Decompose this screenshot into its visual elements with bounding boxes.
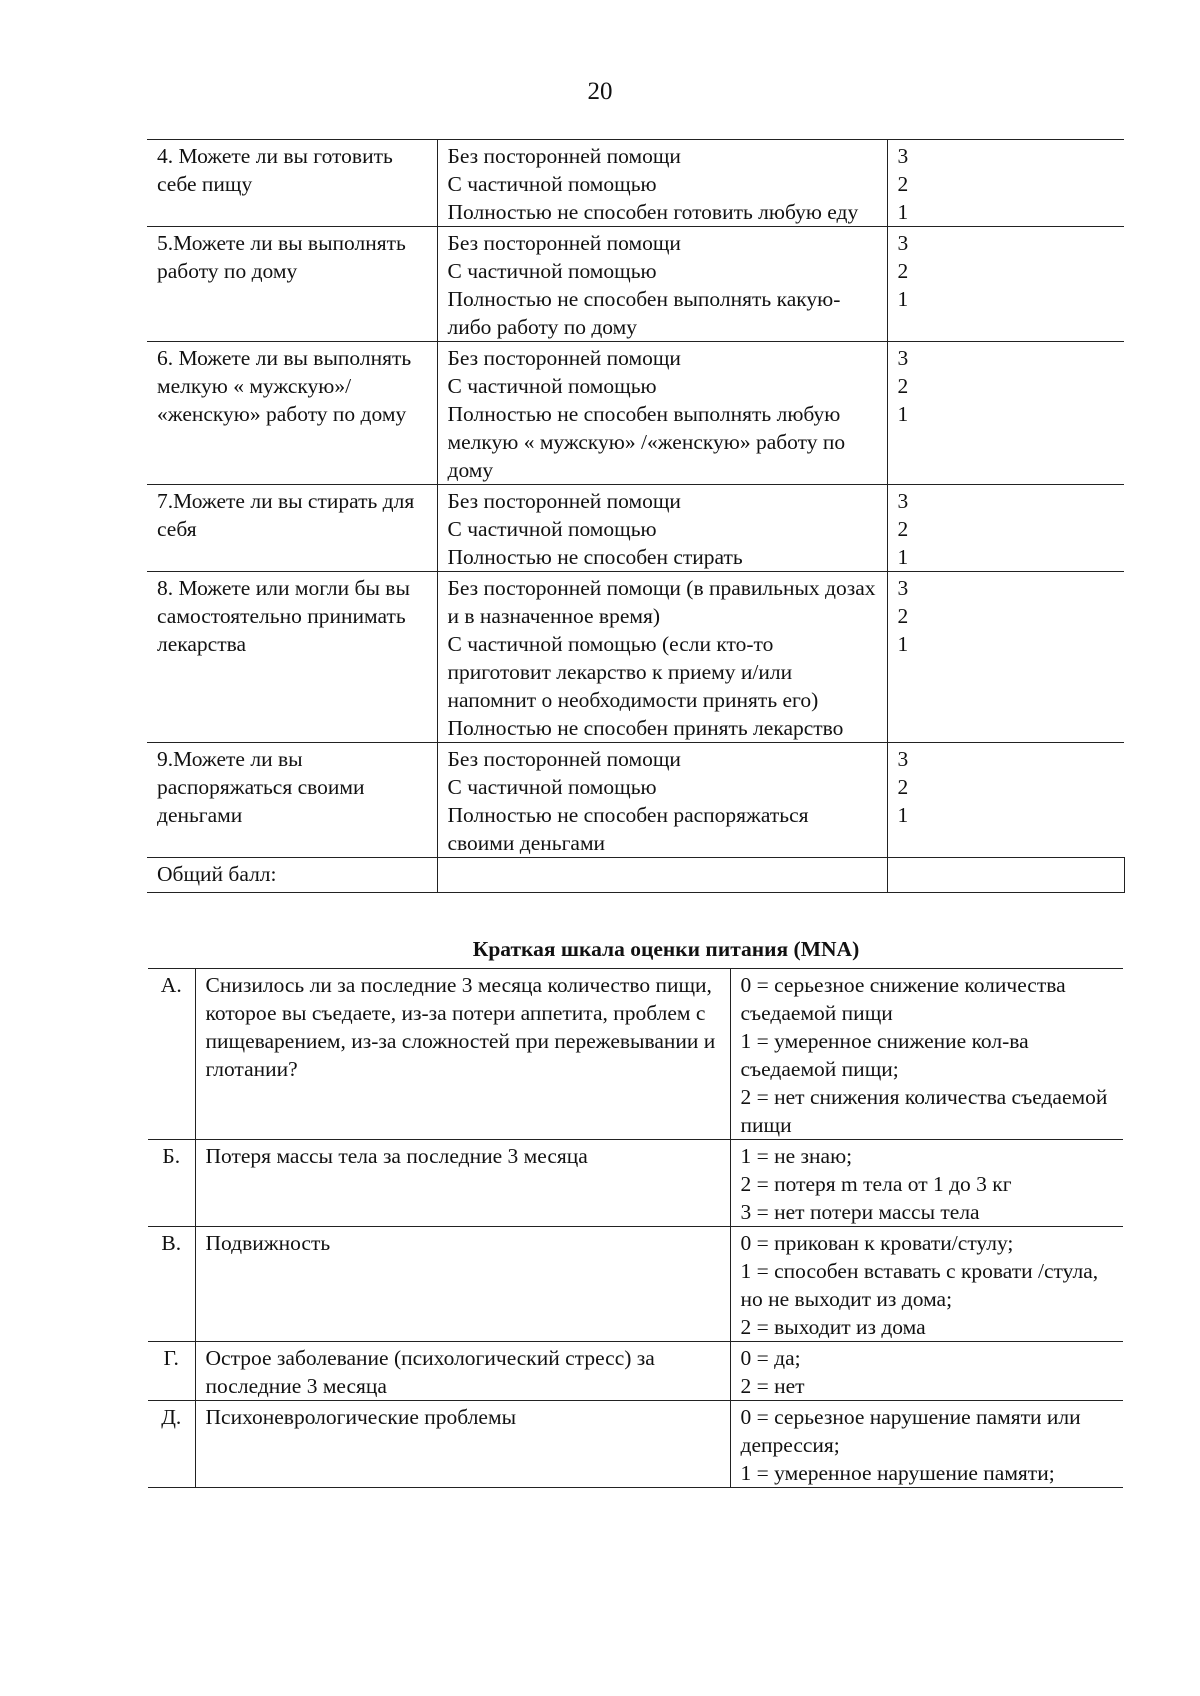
adl-row <box>147 572 1124 743</box>
adl-options <box>437 743 887 858</box>
adl-option: Полностью не способен выполнять любую мелкую « мужскую» /«женскую» работу по дому <box>447 402 846 482</box>
adl-option: С частичной помощью <box>447 172 657 196</box>
mna-row <box>148 1227 1123 1342</box>
adl-score: 2 <box>897 259 909 283</box>
adl-option: Полностью не способен принять лекарство <box>447 716 844 740</box>
mna-title: Краткая шкала оценки питания (MNA) <box>472 937 860 961</box>
mna-answers <box>730 969 1123 1140</box>
adl-total-label: Общий балл: <box>147 858 437 893</box>
adl-option: Полностью не способен выполнять какую-либо работу по дому <box>447 287 841 339</box>
adl-row <box>147 342 1124 485</box>
adl-options <box>437 342 887 485</box>
adl-score: 1 <box>897 545 909 569</box>
adl-option: С частичной помощью <box>447 374 657 398</box>
mna-answer: 1 = не знаю; <box>740 1144 853 1168</box>
mna-question: Подвижность <box>195 1227 730 1342</box>
mna-table <box>148 968 1123 1488</box>
adl-row <box>147 227 1124 342</box>
adl-scores <box>887 743 1124 858</box>
mna-question: Снизилось ли за последние 3 месяца количество пищи, которое вы съедаете, из-за потери аппетита, проблем с пищеварением, из-за сложностей при пережевывании и глотании? <box>195 969 730 1140</box>
adl-option: Без посторонней помощи (в правильных дозах и в назначенное время) <box>447 576 876 628</box>
mna-answer: 2 = потеря m тела от 1 до 3 кг <box>740 1172 1012 1196</box>
mna-question: Потеря массы тела за последние 3 месяца <box>195 1140 730 1227</box>
adl-score: 1 <box>897 287 909 311</box>
adl-scores <box>887 485 1124 572</box>
adl-option: Полностью не способен стирать <box>447 545 743 569</box>
adl-question: 5.Можете ли вы выполнять работу по дому <box>147 227 437 342</box>
page-number: 20 <box>587 78 613 105</box>
mna-letter: А. <box>148 969 195 1140</box>
adl-scores <box>887 227 1124 342</box>
adl-score: 3 <box>897 144 909 168</box>
adl-option: Без посторонней помощи <box>447 747 681 771</box>
adl-score: 3 <box>897 489 909 513</box>
adl-option: С частичной помощью <box>447 517 657 541</box>
adl-score: 3 <box>897 576 909 600</box>
adl-options <box>437 140 887 227</box>
adl-question: 8. Можете или могли бы вы самостоятельно принимать лекарства <box>147 572 437 743</box>
mna-letter: Г. <box>148 1342 195 1401</box>
adl-score: 2 <box>897 172 909 196</box>
adl-option: Без посторонней помощи <box>447 489 681 513</box>
adl-option: Без посторонней помощи <box>447 231 681 255</box>
mna-letter: В. <box>148 1227 195 1342</box>
mna-question: Острое заболевание (психологический стресс) за последние 3 месяца <box>195 1342 730 1401</box>
mna-answer: 2 = нет <box>740 1374 805 1398</box>
adl-question: 6. Можете ли вы выполнять мелкую « мужскую»/ «женскую» работу по дому <box>147 342 437 485</box>
adl-total-value <box>437 858 887 893</box>
mna-question: Психоневрологические проблемы <box>195 1401 730 1488</box>
mna-answer: 0 = прикован к кровати/стулу; <box>740 1231 1014 1255</box>
mna-answers <box>730 1140 1123 1227</box>
adl-row <box>147 743 1124 858</box>
mna-answer: 1 = умеренное снижение кол-ва съедаемой пищи; <box>740 1029 1029 1081</box>
adl-total-row <box>147 858 1124 893</box>
adl-score: 1 <box>897 200 909 224</box>
adl-question: 4. Можете ли вы готовить себе пищу <box>147 140 437 227</box>
adl-table-body <box>147 140 1124 893</box>
mna-table-body <box>148 969 1123 1488</box>
adl-score: 1 <box>897 632 909 656</box>
adl-score: 1 <box>897 402 909 426</box>
mna-answers <box>730 1342 1123 1401</box>
mna-answer: 0 = да; <box>740 1346 801 1370</box>
adl-score: 2 <box>897 374 909 398</box>
adl-total-empty <box>887 858 1124 893</box>
adl-score: 2 <box>897 517 909 541</box>
mna-answer: 1 = умеренное нарушение памяти; <box>740 1461 1055 1485</box>
adl-options <box>437 485 887 572</box>
adl-scores <box>887 342 1124 485</box>
mna-answer: 2 = выходит из дома <box>740 1315 926 1339</box>
adl-score: 3 <box>897 747 909 771</box>
mna-row <box>148 1342 1123 1401</box>
mna-letter: Д. <box>148 1401 195 1488</box>
mna-answer: 1 = способен вставать с кровати /стула, но не выходит из дома; <box>740 1259 1099 1311</box>
adl-scores <box>887 140 1124 227</box>
adl-option: С частичной помощью <box>447 775 657 799</box>
adl-option: Полностью не способен готовить любую еду <box>447 200 859 224</box>
mna-row <box>148 1401 1123 1488</box>
adl-option: С частичной помощью (если кто-то приготовит лекарство к приему и/или напомнит о необходимости принять его) <box>447 632 819 712</box>
adl-score: 2 <box>897 604 909 628</box>
mna-letter: Б. <box>148 1140 195 1227</box>
mna-answer: 2 = нет снижения количества съедаемой пищи <box>740 1085 1108 1137</box>
adl-scores <box>887 572 1124 743</box>
adl-row <box>147 485 1124 572</box>
adl-option: Без посторонней помощи <box>447 144 681 168</box>
mna-row <box>148 969 1123 1140</box>
adl-option: С частичной помощью <box>447 259 657 283</box>
mna-answers <box>730 1227 1123 1342</box>
adl-score: 3 <box>897 231 909 255</box>
mna-row <box>148 1140 1123 1227</box>
adl-score: 1 <box>897 803 909 827</box>
adl-table <box>147 139 1125 893</box>
mna-answer: 3 = нет потери массы тела <box>740 1200 980 1224</box>
adl-score: 3 <box>897 346 909 370</box>
adl-option: Полностью не способен распоряжаться своими деньгами <box>447 803 809 855</box>
mna-answer: 0 = серьезное нарушение памяти или депрессия; <box>740 1405 1081 1457</box>
adl-question: 7.Можете ли вы стирать для себя <box>147 485 437 572</box>
adl-score: 2 <box>897 775 909 799</box>
adl-question: 9.Можете ли вы распоряжаться своими деньгами <box>147 743 437 858</box>
adl-options <box>437 227 887 342</box>
adl-option: Без посторонней помощи <box>447 346 681 370</box>
adl-row <box>147 140 1124 227</box>
adl-options <box>437 572 887 743</box>
mna-answers <box>730 1401 1123 1488</box>
mna-answer: 0 = серьезное снижение количества съедаемой пищи <box>740 973 1066 1025</box>
